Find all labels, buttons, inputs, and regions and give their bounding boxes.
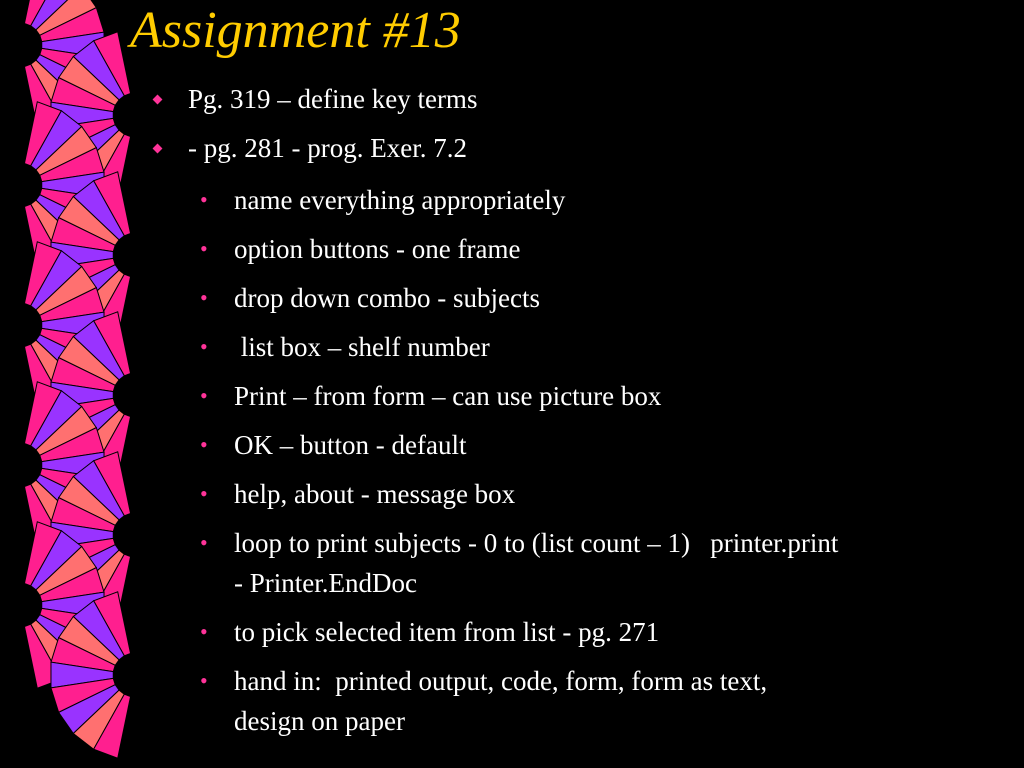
dot-bullet-icon: • (200, 187, 208, 212)
sub-bullet-text: name everything appropriately (234, 185, 566, 215)
dot-bullet-icon: • (200, 383, 208, 408)
sub-bullet-item (150, 474, 1010, 514)
dot-bullet-icon: • (200, 236, 208, 261)
dot-bullet-icon: • (200, 530, 208, 555)
diamond-bullet-icon (153, 144, 163, 154)
fan-border-decoration (0, 0, 160, 768)
sub-bullet-item (150, 425, 1010, 465)
dot-bullet-icon: • (200, 432, 208, 457)
sub-bullet-text (234, 528, 838, 598)
bullet-list (150, 82, 1010, 750)
dot-bullet-icon: • (200, 619, 208, 644)
sub-bullet-continuation: - Printer.EndDoc (234, 568, 417, 598)
bullet-text: Pg. 319 – define key terms (188, 84, 478, 114)
sub-bullet-text: help, about - message box (234, 479, 516, 509)
sub-bullet-item (150, 278, 1010, 318)
sub-bullet-text: OK – button - default (234, 430, 467, 460)
sub-bullet-item (150, 229, 1010, 269)
sub-bullet-item (150, 180, 1010, 220)
sub-bullet-item (150, 661, 1010, 741)
bullet-text: - pg. 281 - prog. Exer. 7.2 (188, 133, 467, 163)
sub-bullet-text: drop down combo - subjects (234, 283, 540, 313)
sub-bullet-item (150, 327, 1010, 367)
sub-bullet-line: hand in: printed output, code, form, form as text, (234, 666, 768, 696)
sub-bullet-item (150, 612, 1010, 652)
dot-bullet-icon: • (200, 481, 208, 506)
sub-bullet-text: list box – shelf number (234, 332, 490, 362)
dot-bullet-icon: • (200, 334, 208, 359)
dot-bullet-icon: • (200, 668, 208, 693)
sub-bullet-line: loop to print subjects - 0 to (list count – 1) printer.print (234, 528, 839, 558)
slide-title: Assignment #13 (130, 2, 461, 59)
sub-bullet-continuation: design on paper (234, 706, 405, 736)
sub-bullet-text: option buttons - one frame (234, 234, 521, 264)
bullet-item (150, 82, 1010, 116)
sub-bullet-text: to pick selected item from list - pg. 271 (234, 617, 660, 647)
diamond-bullet-icon (153, 95, 163, 105)
dot-bullet-icon: • (200, 285, 208, 310)
sub-bullet-text: Print – from form – can use picture box (234, 381, 662, 411)
sub-bullet-text (234, 666, 767, 736)
sub-bullet-item (150, 376, 1010, 416)
bullet-item (150, 131, 1010, 165)
sub-bullet-item (150, 523, 1010, 603)
